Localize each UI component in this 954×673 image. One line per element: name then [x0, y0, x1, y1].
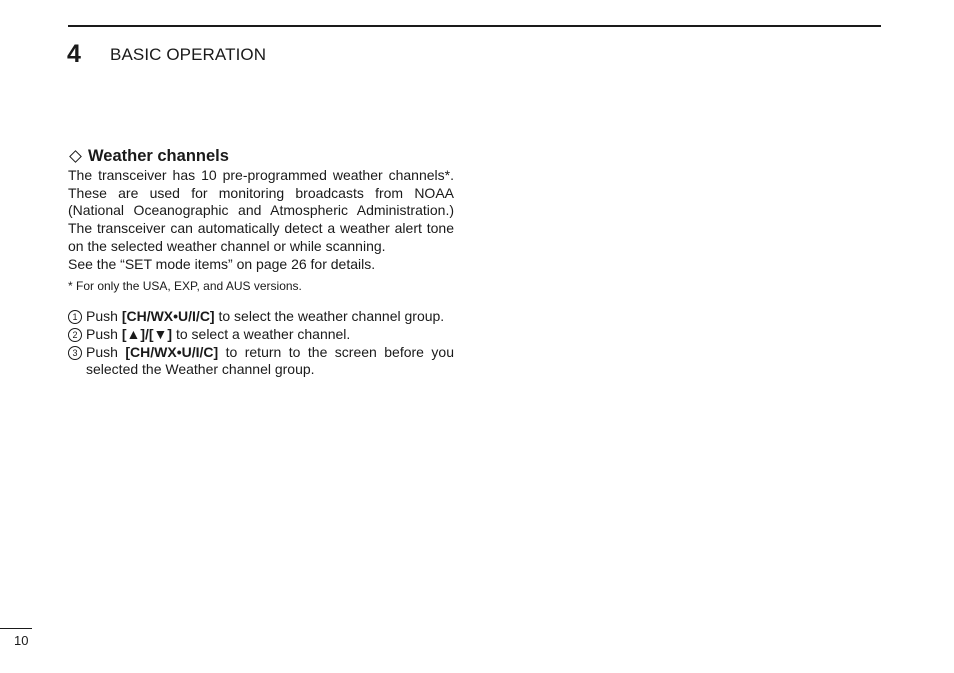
header-rule: [68, 25, 881, 27]
step-number-badge: 3: [68, 346, 82, 360]
section-heading-text: Weather channels: [88, 147, 229, 165]
diamond-outline-icon: [69, 150, 82, 163]
step-number-badge: 1: [68, 310, 82, 324]
step-prefix: Push: [86, 343, 126, 360]
step-suffix: to return to the screen before you selected the Weather channel group.: [86, 343, 454, 378]
step-item: [68, 308, 454, 326]
step-number-badge: 2: [68, 328, 82, 342]
page-number: 10: [14, 633, 29, 648]
step-prefix: Push: [86, 308, 122, 325]
footer-rule: [0, 628, 32, 629]
chapter-number: 4: [67, 40, 81, 68]
see-also-text: See the “SET mode items” on page 26 for details.: [68, 255, 376, 272]
step-item: [68, 326, 454, 344]
chapter-title: BASIC OPERATION: [110, 45, 267, 64]
step-item: [68, 344, 454, 379]
footnote: * For only the USA, EXP, and AUS versions.: [68, 279, 302, 294]
key-label: [CH/WX•U/I/C]: [125, 343, 219, 360]
section-paragraph: The transceiver has 10 pre-programmed weather channels*. These are used for monitoring broadcasts from NOAA (National Oceanographic and Atmospheric Administration.) The transceiver can automatically detect a weather alert tone on the selected weather channel or while scanning.: [68, 167, 454, 254]
step-text: [86, 344, 454, 379]
step-suffix: to select the weather channel group.: [214, 308, 445, 325]
key-label: [▲]/[▼]: [121, 325, 173, 342]
section-heading: [68, 145, 454, 167]
weather-channels-section: [68, 145, 454, 379]
step-text: [86, 308, 454, 326]
step-prefix: Push: [86, 325, 122, 342]
step-suffix: to select a weather channel.: [172, 325, 351, 342]
key-label: [CH/WX•U/I/C]: [121, 308, 215, 325]
instruction-steps: [68, 308, 454, 379]
step-text: [86, 326, 454, 344]
